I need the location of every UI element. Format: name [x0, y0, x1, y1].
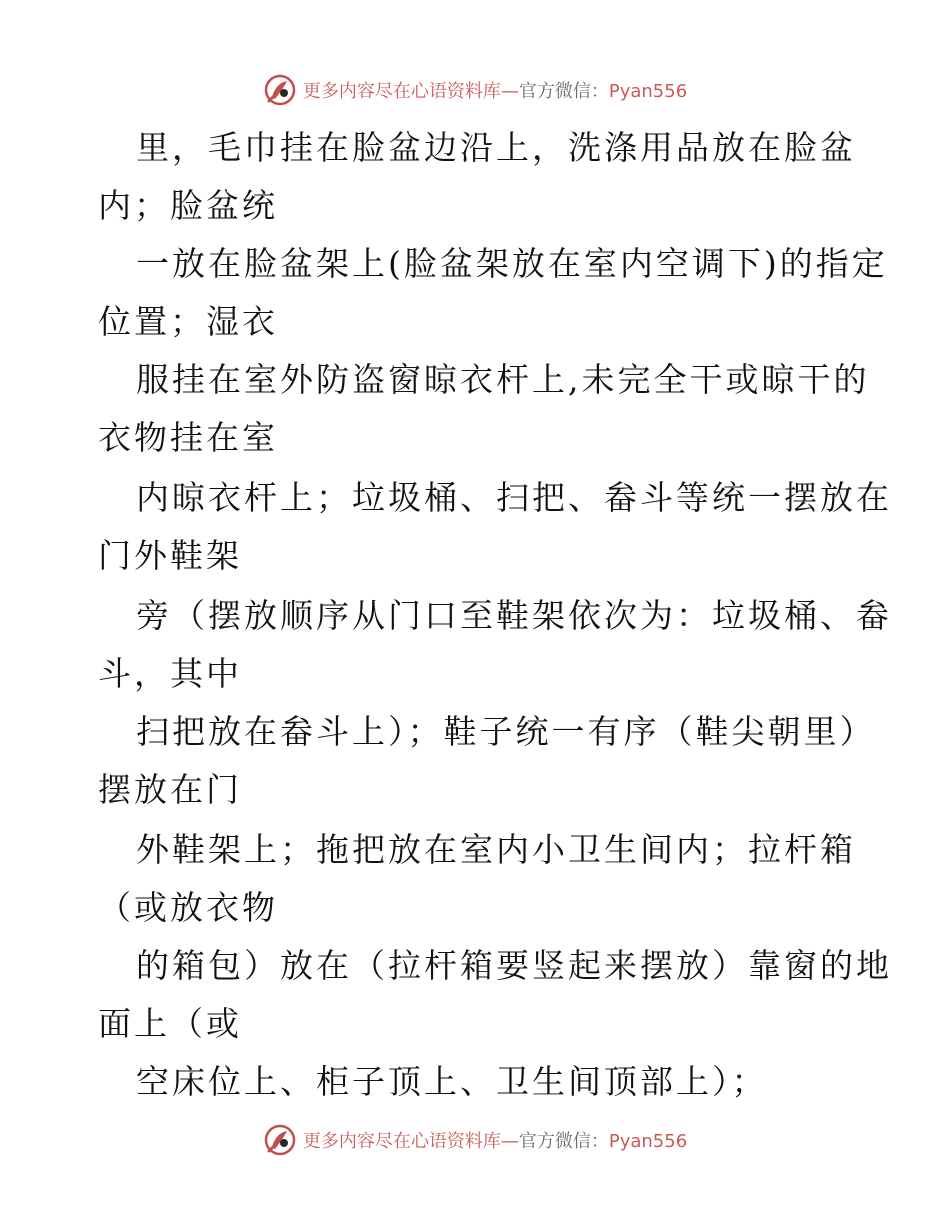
banner-main-text: 更多内容尽在心语资料库—	[302, 1131, 519, 1152]
text-line: 一放在脸盆架上(脸盆架放在室内空调下)的指定	[136, 244, 888, 283]
header-banner	[0, 70, 950, 110]
text-line: 摆放在门	[98, 770, 242, 809]
text-line: 内；脸盆统	[98, 186, 278, 225]
logo-icon	[263, 73, 297, 107]
text-line: 内晾衣杆上；垃圾桶、扫把、畚斗等统一摆放在	[136, 478, 892, 517]
text-line: 位置；湿衣	[98, 302, 278, 341]
text-line: 门外鞋架	[98, 536, 242, 575]
banner-wechat-label: 官方微信：	[518, 81, 609, 102]
text-line: 旁（摆放顺序从门口至鞋架依次为：垃圾桶、畚	[136, 596, 892, 635]
banner-wechat-id: Pyan556	[608, 1131, 688, 1152]
text-line: （或放衣物	[98, 888, 278, 927]
banner-main-text: 更多内容尽在心语资料库—	[302, 81, 519, 102]
text-line: 外鞋架上；拖把放在室内小卫生间内；拉杆箱	[136, 830, 856, 869]
text-line: 里，毛巾挂在脸盆边沿上，洗涤用品放在脸盆	[136, 128, 856, 167]
banner-text	[303, 77, 687, 103]
footer-banner	[0, 1120, 950, 1160]
text-line: 扫把放在畚斗上）；鞋子统一有序（鞋尖朝里）	[136, 712, 876, 751]
logo-icon	[263, 1123, 297, 1157]
text-line: 斗，其中	[98, 654, 242, 693]
banner-text	[303, 1127, 687, 1153]
text-line: 服挂在室外防盗窗晾衣杆上,未完全干或晾干的	[136, 360, 870, 399]
text-line: 空床位上、柜子顶上、卫生间顶部上）；	[136, 1062, 768, 1101]
banner-wechat-label: 官方微信：	[518, 1131, 609, 1152]
text-line: 的箱包）放在（拉杆箱要竖起来摆放）靠窗的地	[136, 946, 892, 985]
text-line: 衣物挂在室	[98, 418, 278, 457]
text-line: 面上（或	[98, 1004, 242, 1043]
banner-wechat-id: Pyan556	[608, 81, 688, 102]
